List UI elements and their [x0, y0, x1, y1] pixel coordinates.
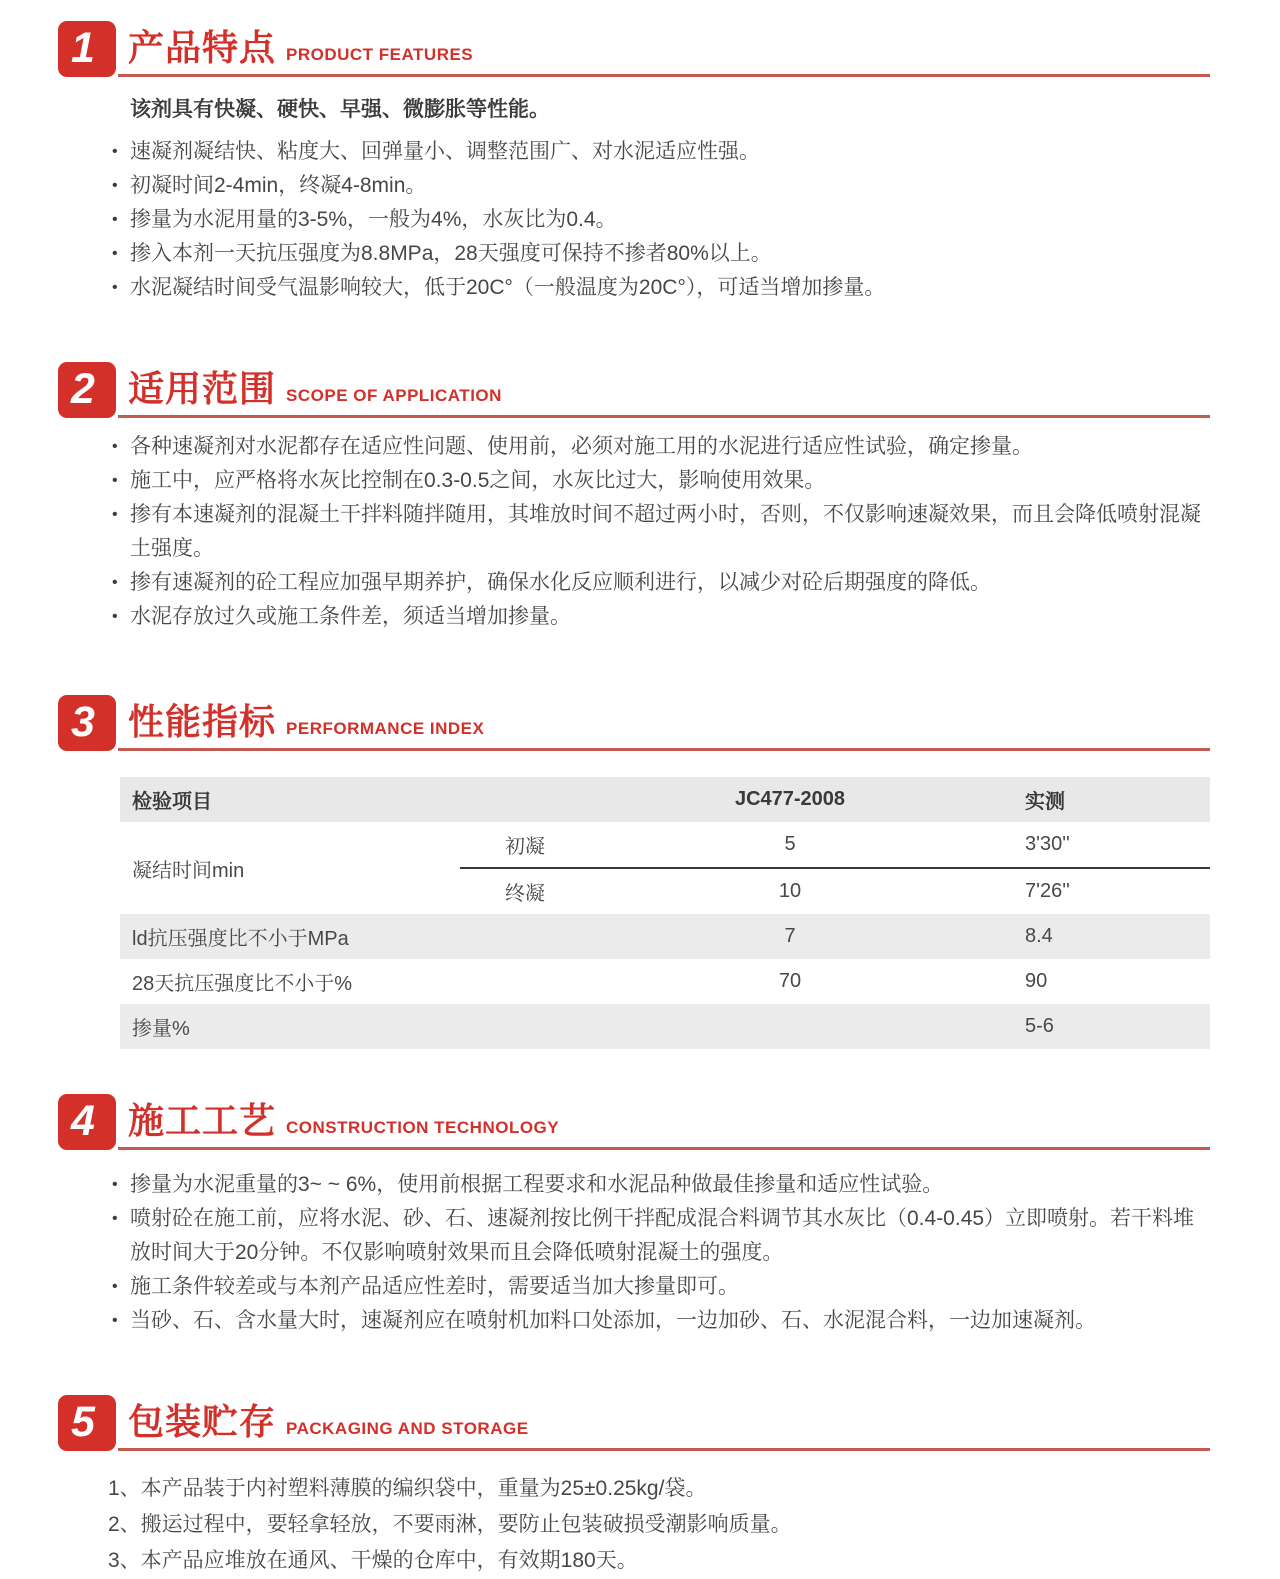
packaging-list — [108, 1471, 1210, 1579]
feature-list — [110, 135, 1210, 305]
section-title-underline — [118, 694, 1210, 751]
section-4-header — [58, 1093, 1210, 1150]
section-1-header — [58, 20, 1210, 77]
construction-list — [110, 1168, 1210, 1338]
list-item: • 初凝时间2-4min，终凝4-8min。 — [110, 169, 1210, 203]
section-subtitle: PERFORMANCE INDEX — [286, 719, 485, 738]
product-intro-line: 该剂具有快凝、硬快、早强、微膨胀等性能。 — [130, 98, 550, 121]
measured-value: 3'30'' — [1025, 833, 1070, 855]
section-title-underline — [118, 361, 1210, 418]
section-subtitle: PRODUCT FEATURES — [286, 45, 474, 64]
list-item: • 喷射砼在施工前，应将水泥、砂、石、速凝剂按比例干拌配成混合料调节其水灰比（0.4-0.45）立即喷射。若干料堆放时间大于20分钟。不仅影响喷射效果而且会降低喷射混凝土的强度。 — [110, 1202, 1210, 1270]
section-title: 包装贮存 — [128, 1401, 277, 1442]
list-item: • 施工条件较差或与本剂产品适应性差时，需要适当加大掺量即可。 — [110, 1270, 1210, 1304]
row-label-1d-strength: ld抗压强度比不小于MPa — [132, 928, 349, 950]
sub-label-final-set: 终凝 — [460, 868, 640, 914]
section-title-underline — [118, 1394, 1210, 1451]
section-title: 产品特点 — [128, 27, 277, 68]
standard-value: 10 — [640, 868, 940, 914]
section-number-badge: 2 — [58, 362, 116, 418]
section-title: 施工工艺 — [128, 1100, 277, 1141]
list-item: • 水泥凝结时间受气温影响较大，低于20C°（一般温度为20C°），可适当增加掺量。 — [110, 271, 1210, 305]
table-row — [120, 822, 1210, 868]
measured-value: 8.4 — [1025, 925, 1053, 947]
table-row — [120, 959, 1210, 1004]
section-title: 性能指标 — [128, 701, 277, 742]
section-scope-of-application — [58, 361, 1210, 634]
performance-table — [120, 777, 1210, 1049]
standard-value — [640, 1004, 940, 1049]
section-number-badge: 1 — [58, 21, 116, 77]
list-item: • 水泥存放过久或施工条件差，须适当增加掺量。 — [110, 600, 1210, 634]
measured-value: 7'26'' — [940, 868, 1210, 914]
section-subtitle: CONSTRUCTION TECHNOLOGY — [286, 1118, 560, 1137]
table-row — [120, 1004, 1210, 1049]
sub-label-initial-set: 初凝 — [505, 836, 545, 858]
section-2-header — [58, 361, 1210, 418]
table-row — [120, 914, 1210, 959]
list-item: • 掺量为水泥用量的3-5%，一般为4%，水灰比为0.4。 — [110, 203, 1210, 237]
list-item: 1、本产品装于内衬塑料薄膜的编织袋中，重量为25±0.25kg/袋。 — [108, 1477, 707, 1500]
column-header-measured: 实测 — [1025, 791, 1065, 813]
list-item: • 掺量为水泥重量的3~ ~ 6%，使用前根据工程要求和水泥品种做最佳掺量和适应性试验。 — [110, 1168, 1210, 1202]
list-item: 2、搬运过程中，要轻拿轻放，不要雨淋，要防止包装破损受潮影响质量。 — [108, 1513, 792, 1536]
section-number-badge: 5 — [58, 1395, 116, 1451]
standard-value: 7 — [784, 925, 796, 947]
row-label-dosage: 掺量% — [132, 1018, 190, 1040]
section-5-header — [58, 1394, 1210, 1451]
row-label-setting-time: 凝结时间min — [132, 859, 245, 882]
section-construction-technology — [58, 1093, 1210, 1338]
section-performance-index — [58, 694, 1210, 1049]
list-item: • 各种速凝剂对水泥都存在适应性问题、使用前，必须对施工用的水泥进行适应性试验，确定掺量。 — [110, 430, 1210, 464]
list-item: • 掺入本剂一天抗压强度为8.8MPa，28天强度可保持不掺者80%以上。 — [110, 237, 1210, 271]
section-title-underline — [118, 20, 1210, 77]
table-header-row — [120, 777, 1210, 822]
list-item: • 掺有速凝剂的砼工程应加强早期养护，确保水化反应顺利进行，以减少对砼后期强度的降低。 — [110, 566, 1210, 600]
measured-value: 90 — [1025, 970, 1048, 992]
standard-value: 5 — [784, 833, 796, 855]
list-item: • 速凝剂凝结快、粘度大、回弹量小、调整范围广、对水泥适应性强。 — [110, 135, 1210, 169]
scope-list — [110, 430, 1210, 634]
measured-value: 5-6 — [1025, 1015, 1054, 1037]
list-item: • 掺有本速凝剂的混凝土干拌料随拌随用，其堆放时间不超过两小时，否则，不仅影响速凝效果，而且会降低喷射混凝土强度。 — [110, 498, 1210, 566]
section-packaging-storage — [58, 1394, 1210, 1579]
list-item: 3、本产品应堆放在通风、干燥的仓库中，有效期180天。 — [108, 1549, 638, 1572]
column-header-spacer — [460, 777, 640, 822]
section-subtitle: PACKAGING AND STORAGE — [286, 1419, 529, 1438]
column-header-standard: JC477-2008 — [734, 788, 846, 810]
list-item: • 当砂、石、含水量大时，速凝剂应在喷射机加料口处添加，一边加砂、石、水泥混合料，一边加速凝剂。 — [110, 1304, 1210, 1338]
section-product-features — [58, 20, 1210, 305]
standard-value: 70 — [778, 970, 802, 992]
list-item: • 施工中，应严格将水灰比控制在0.3-0.5之间，水灰比过大，影响使用效果。 — [110, 464, 1210, 498]
section-3-header — [58, 694, 1210, 751]
column-header-item: 检验项目 — [132, 791, 212, 813]
section-title-underline — [118, 1093, 1210, 1150]
section-title: 适用范围 — [128, 368, 277, 409]
section-number-badge: 4 — [58, 1094, 116, 1150]
row-label-28d-strength: 28天抗压强度比不小于% — [132, 973, 353, 995]
section-number-badge: 3 — [58, 695, 116, 751]
section-subtitle: SCOPE OF APPLICATION — [286, 386, 502, 405]
